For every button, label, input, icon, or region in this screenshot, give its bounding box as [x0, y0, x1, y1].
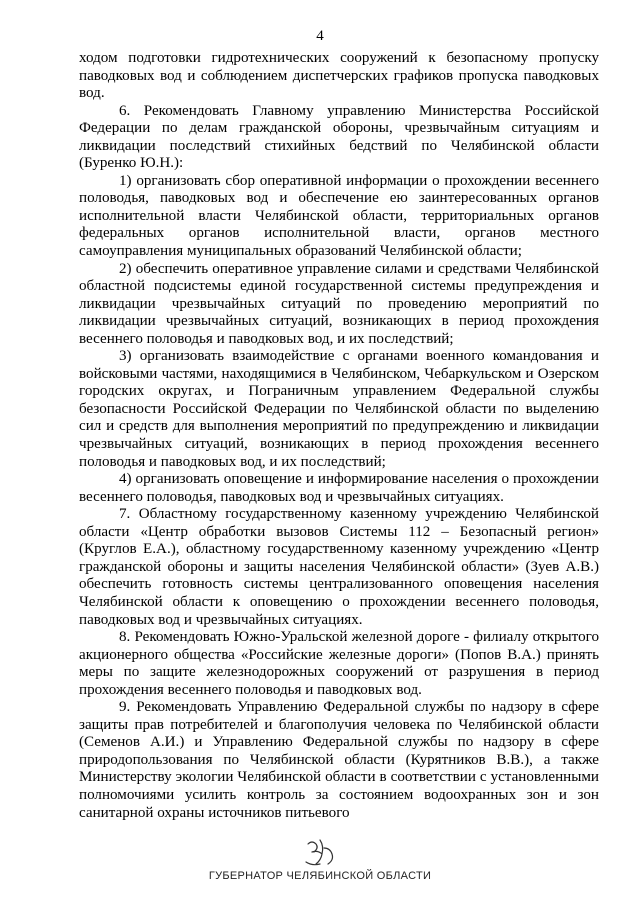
page-number: 4	[316, 28, 324, 44]
paragraph: 2) обеспечить оперативное управление силами и средствами Челябинской областной подсистемы единой государственной системы предупреждения и ликвидации чрезвычайных ситуаций по проведению мероприятий по ликвидации чрезвычайных ситуаций, возникающих в период прохождения весеннего половодья и паводковых вод, и их последствий;	[79, 260, 599, 347]
paragraph: 9. Рекомендовать Управлению Федеральной службы по надзору в сфере защиты прав потребителей и благополучия человека по Челябинской области (Семенов А.И.) и Управлению Федеральной службы по надзору в сфере природопользования по Челябинской области (Курятников В.В.), а также Министерству экологии Челябинской области в соответствии с установленными полномочиями усилить контроль за состоянием водоохранных зон и зон санитарной охраны источников питьевого	[79, 699, 599, 821]
paragraph: 6. Рекомендовать Главному управлению Министерства Российской Федерации по делам гражданской обороны, чрезвычайным ситуациям и ликвидации последствий стихийных бедствий по Челябинской области (Буренко Ю.Н.):	[79, 102, 599, 172]
paragraph: 8. Рекомендовать Южно-Уральской железной дороге - филиалу открытого акционерного общества «Российские железные дороги» (Попов В.А.) принять меры по защите железнодорожных сооружений от разрушения в период прохождения весеннего половодья и паводковых вод.	[79, 629, 599, 698]
paragraph: 3) организовать взаимодействие с органами военного командования и войсковыми частями, находящимися в Челябинском, Чебаркульском и Озерском городских округах, и Пограничным управлением Федеральной службы безопасности Российской Федерации по Челябинской области по выделению сил и средств для выполнения мероприятий по предупреждению и ликвидации чрезвычайных ситуаций, возникающих в период прохождения весеннего половодья и паводковых вод, и их последствий;	[79, 348, 599, 470]
footer-org-title: ГУБЕРНАТОР ЧЕЛЯБИНСКОЙ ОБЛАСТИ	[208, 870, 432, 882]
document-body	[79, 50, 599, 822]
paragraph: ходом подготовки гидротехнических сооружений к безопасному пропуску паводковых вод и соблюдением диспетчерских графиков пропуска паводковых вод.	[79, 50, 599, 102]
paragraph: 7. Областному государственному казенному учреждению Челябинской области «Центр обработки вызовов Системы 112 – Безопасный регион» (Круглов Е.А.), областному государственному казенному учреждению «Центр гражданской обороны и защиты населения Челябинской области» (Зуев А.В.) обеспечить готовность системы централизованного оповещения населения Челябинской области к оповещению о прохождении весеннего половодья, паводковых вод и чрезвычайных ситуациях.	[79, 506, 599, 628]
handwritten-initials-icon	[300, 836, 340, 870]
paragraph: 4) организовать оповещение и информирование населения о прохождении весеннего половодья, паводковых вод и чрезвычайных ситуациях.	[79, 471, 599, 505]
paragraph: 1) организовать сбор оперативной информации о прохождении весеннего половодья, паводковых вод и обеспечение ею заинтересованных органов исполнительной власти Челябинской области, территориальных органов федеральных органов исполнительной власти, органов местного самоуправления муниципальных образований Челябинской области;	[79, 172, 599, 260]
